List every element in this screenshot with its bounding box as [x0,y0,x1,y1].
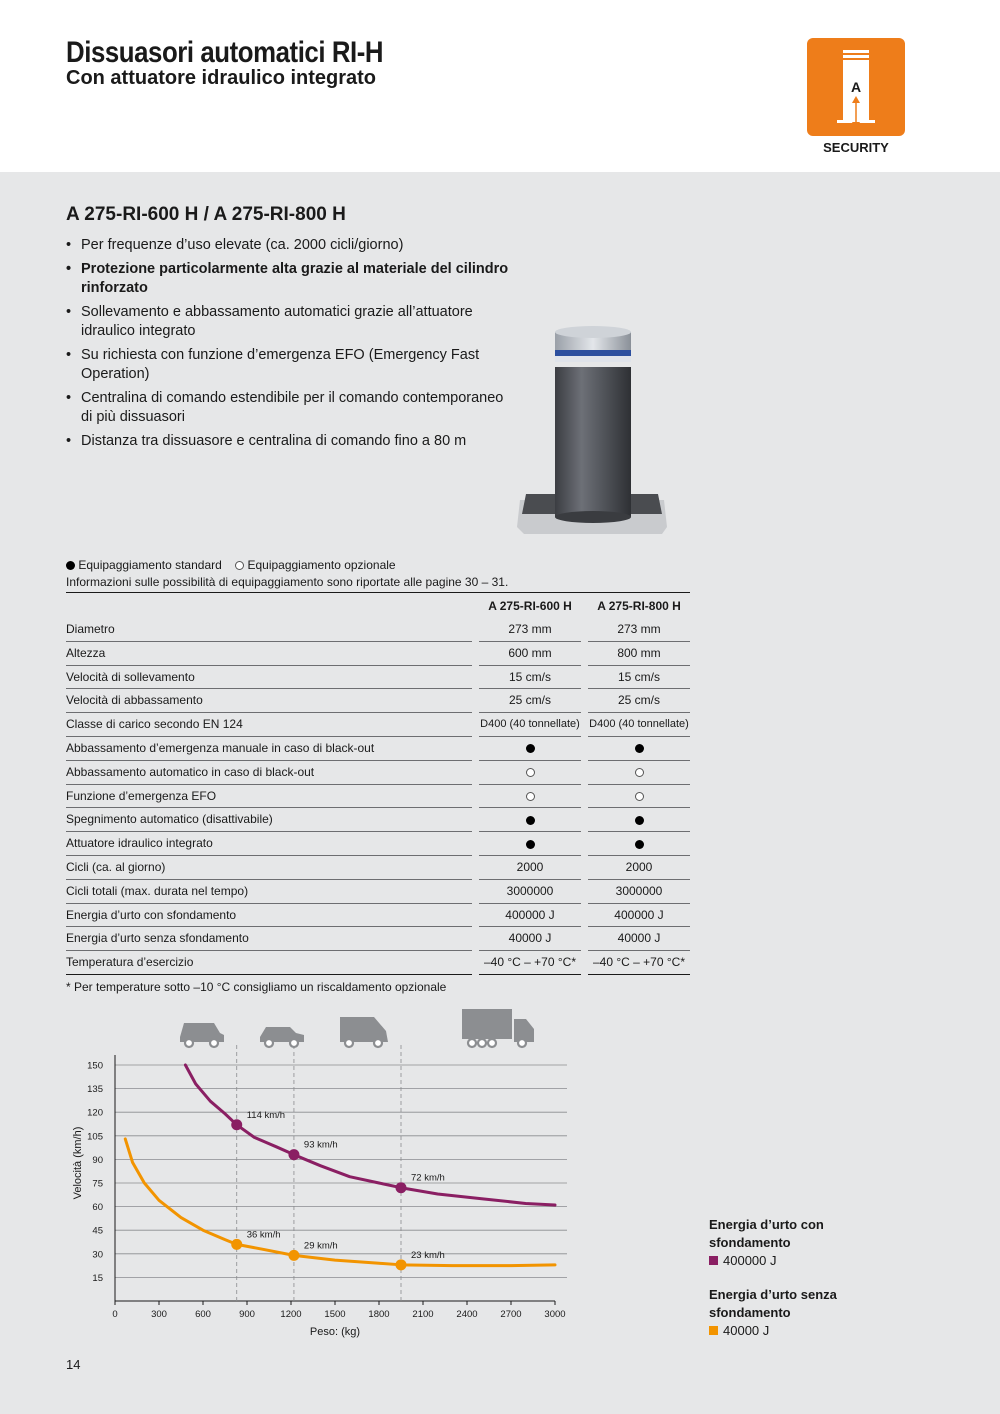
x-tick-label: 300 [151,1309,167,1320]
value-cell: 600 mm [479,642,581,666]
row-label: Classe di carico secondo EN 124 [66,713,472,737]
standard-dot-icon [635,816,644,825]
legend-swatch [709,1326,718,1335]
value-cell: 3000000 [479,880,581,904]
badge-letter: A [850,79,862,95]
value-cell: 800 mm [588,642,690,666]
row-label: Cicli totali (max. durata nel tempo) [66,880,472,904]
y-tick-label: 15 [92,1272,103,1284]
wheel-icon [488,1039,496,1047]
y-tick-label: 120 [87,1107,103,1119]
table-row [66,808,690,832]
standard-dot-icon [526,840,535,849]
footnote: * Per temperature sotto –10 °C consigliamo un riscaldamento opzionale [66,980,447,994]
equipment-cell [588,808,690,832]
wheel-icon [210,1039,218,1047]
bollard-photo [512,322,672,544]
row-label: Velocità di abbassamento [66,689,472,713]
y-tick-label: 150 [87,1060,103,1072]
equipment-cell [588,737,690,761]
equipment-cell [479,832,581,856]
row-label: Cicli (ca. al giorno) [66,856,472,880]
table-row [66,642,690,666]
table-row [66,618,690,642]
row-label: Abbassamento d’emergenza manuale in caso di black-out [66,737,472,761]
legend-value: 400000 J [723,1253,777,1268]
page-title: Dissuasori automatici RI-H [66,36,384,69]
series-line [185,1065,555,1205]
value-cell: 273 mm [479,618,581,642]
value-cell: 273 mm [588,618,690,642]
x-tick-label: 1200 [280,1309,302,1320]
value-cell: 40000 J [479,927,581,951]
wheel-icon [185,1039,193,1047]
x-tick-label: 3000 [544,1309,566,1320]
data-point [396,1259,407,1270]
badge-label: SECURITY [823,140,889,155]
data-point [231,1239,242,1250]
table-row [66,927,690,951]
table-row [66,951,690,975]
column-header: A 275-RI-600 H [488,599,572,613]
x-tick-label: 2700 [500,1309,522,1320]
x-tick-label: 1500 [324,1309,346,1320]
page-number: 14 [66,1357,81,1372]
truck-icon [462,1009,534,1047]
table-row [66,880,690,904]
x-tick-label: 600 [195,1309,211,1320]
column-header: A 275-RI-800 H [597,599,681,613]
x-tick-label: 0 [112,1309,118,1320]
data-label: 93 km/h [303,1139,338,1151]
legend-title: Energia d’urto con sfondamento [709,1217,824,1250]
x-tick-label: 900 [239,1309,255,1320]
security-badge [807,38,905,136]
data-label: 36 km/h [246,1229,281,1241]
legend-group [709,1216,909,1270]
standard-dot-icon [66,561,75,570]
x-axis-label: Peso: (kg) [309,1326,361,1338]
value-cell: –40 °C – +70 °C* [588,951,690,975]
row-label: Energia d’urto senza sfondamento [66,927,472,951]
page-subtitle: Con attuatore idraulico integrato [66,67,377,89]
series-line [125,1139,555,1266]
equipment-cell [479,785,581,809]
y-tick-label: 135 [87,1084,103,1096]
y-axis-label: Velocità (km/h) [72,1126,84,1200]
optional-dot-icon [526,768,535,777]
data-label: 23 km/h [411,1249,445,1261]
legend-value: 40000 J [723,1323,770,1338]
y-tick-label: 90 [92,1154,103,1166]
table-row [66,904,690,928]
data-label: 72 km/h [411,1172,445,1184]
x-tick-label: 2400 [456,1309,478,1320]
standard-dot-icon [635,840,644,849]
equipment-legend [66,558,406,572]
standard-dot-icon [526,744,535,753]
wheel-icon [345,1039,353,1047]
equipment-cell [479,761,581,785]
data-point [288,1149,299,1160]
x-tick-label: 1800 [368,1309,390,1320]
optional-dot-icon [635,792,644,801]
legend-group [709,1286,909,1340]
bollard-icon [807,38,905,136]
truck-icon-body [462,1009,534,1042]
value-cell: 3000000 [588,880,690,904]
equipment-cell [588,832,690,856]
value-cell: 2000 [479,856,581,880]
data-point [231,1119,242,1130]
value-cell: 25 cm/s [588,689,690,713]
standard-dot-icon [635,744,644,753]
row-label: Temperatura d’esercizio [66,951,472,975]
value-cell: D400 (40 tonnellate) [479,713,581,737]
value-cell: 2000 [588,856,690,880]
value-cell: 25 cm/s [479,689,581,713]
table-header [66,592,690,618]
value-cell: –40 °C – +70 °C* [479,951,581,975]
optional-dot-icon [635,768,644,777]
row-label: Attuatore idraulico integrato [66,832,472,856]
feature-item: • Distanza tra dissuasore e centralina di comando fino a 80 m [66,432,516,451]
table-row [66,666,690,690]
feature-item: • Per frequenze d’uso elevate (ca. 2000 cicli/giorno) [66,236,516,255]
value-cell: 40000 J [588,927,690,951]
row-label: Spegnimento automatico (disattivabile) [66,808,472,832]
value-cell: 400000 J [588,904,690,928]
value-cell: 400000 J [479,904,581,928]
legend-standard: Equipaggiamento standard [78,558,222,572]
product-title: A 275-RI-600 H / A 275-RI-800 H [66,204,346,225]
data-point [288,1250,299,1261]
equipment-info: Informazioni sulle possibilità di equipaggiamento sono riportate alle pagine 30 – 31. [66,575,509,589]
equipment-cell [588,785,690,809]
feature-item: • Centralina di comando estendibile per il comando contemporaneo di più dissuasori [66,389,516,427]
feature-item: • Protezione particolarmente alta grazie al materiale del cilindro rinforzato [66,260,516,298]
y-tick-label: 30 [92,1249,103,1261]
table-row [66,832,690,856]
value-cell: 15 cm/s [479,666,581,690]
table-row [66,713,690,737]
feature-item: • Sollevamento e abbassamento automatici grazie all’attuatore idraulico integrato [66,303,516,341]
table-row [66,689,690,713]
wheel-icon [478,1039,486,1047]
standard-dot-icon [526,816,535,825]
row-label: Abbassamento automatico in caso di black-out [66,761,472,785]
wheel-icon [468,1039,476,1047]
feature-list [66,236,516,456]
row-label: Funzione d’emergenza EFO [66,785,472,809]
equipment-cell [479,808,581,832]
table-row [66,737,690,761]
equipment-cell [479,737,581,761]
table-row [66,856,690,880]
table-row [66,785,690,809]
value-cell: 15 cm/s [588,666,690,690]
data-label: 114 km/h [246,1109,286,1121]
van-icon [340,1017,388,1047]
optional-dot-icon [526,792,535,801]
row-label: Velocità di sollevamento [66,666,472,690]
equipment-cell [588,761,690,785]
energy-legend [709,1216,909,1356]
wheel-icon [265,1039,273,1047]
y-tick-label: 105 [87,1131,103,1143]
legend-title: Energia d’urto senza sfondamento [709,1287,837,1320]
data-label: 29 km/h [303,1240,338,1252]
row-label: Altezza [66,642,472,666]
legend-optional: Equipaggiamento opzionale [247,558,396,572]
wheel-icon [290,1039,298,1047]
optional-dot-icon [235,561,244,570]
value-cell: D400 (40 tonnellate) [588,713,690,737]
data-point [396,1182,407,1193]
row-label: Diametro [66,618,472,642]
legend-swatch [709,1256,718,1265]
y-tick-label: 75 [92,1178,103,1190]
table-row [66,761,690,785]
spec-table [66,592,690,975]
y-tick-label: 45 [92,1225,103,1237]
feature-item: • Su richiesta con funzione d’emergenza EFO (Emergency Fast Operation) [66,346,516,384]
row-label: Energia d’urto con sfondamento [66,904,472,928]
suv-icon [260,1027,304,1047]
car-icon [180,1023,224,1047]
y-tick-label: 60 [92,1202,103,1214]
x-tick-label: 2100 [412,1309,434,1320]
wheel-icon [374,1039,382,1047]
speed-weight-chart [60,1005,590,1340]
wheel-icon [518,1039,526,1047]
